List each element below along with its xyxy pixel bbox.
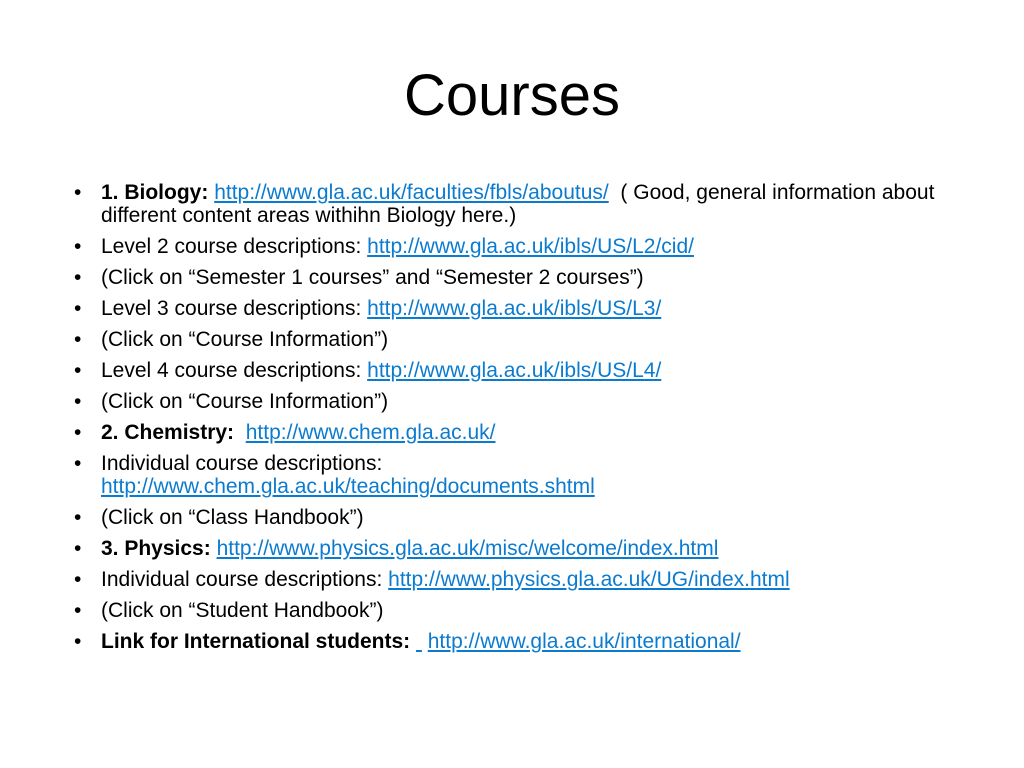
bullet-icon: • xyxy=(74,328,82,351)
international-spacer-link[interactable] xyxy=(416,630,422,653)
level4-link[interactable]: http://www.gla.ac.uk/ibls/US/L4/ xyxy=(367,359,662,382)
bullet-icon: • xyxy=(74,568,82,591)
physics-link[interactable]: http://www.physics.gla.ac.uk/misc/welcome/index.html xyxy=(216,537,719,560)
level2-text: Level 2 course descriptions: xyxy=(101,235,368,258)
list-item-physics-courses xyxy=(74,568,954,591)
list-item-biology xyxy=(74,181,954,227)
level3-text: Level 3 course descriptions: xyxy=(101,297,368,320)
course-list xyxy=(74,181,954,661)
chemistry-courses-link[interactable]: http://www.chem.gla.ac.uk/teaching/documents.shtml xyxy=(101,475,595,498)
bullet-icon: • xyxy=(74,421,82,444)
physics-label: 3. Physics: xyxy=(101,537,211,560)
international-link[interactable]: http://www.gla.ac.uk/international/ xyxy=(427,630,741,653)
biology-link[interactable]: http://www.gla.ac.uk/faculties/fbls/aboutus/ xyxy=(214,181,609,204)
list-item-chemistry xyxy=(74,421,954,444)
physics-instruction-text: (Click on “Student Handbook”) xyxy=(101,599,384,622)
physics-courses-link[interactable]: http://www.physics.gla.ac.uk/UG/index.html xyxy=(388,568,790,591)
bullet-icon: • xyxy=(74,235,82,258)
list-item-level2 xyxy=(74,235,954,258)
bullet-icon: • xyxy=(74,599,82,622)
bullet-icon: • xyxy=(74,537,82,560)
bullet-icon: • xyxy=(74,359,82,382)
list-item-level4-instruction xyxy=(74,390,954,413)
bullet-icon: • xyxy=(74,266,82,289)
list-item-chemistry-courses xyxy=(74,452,954,498)
level2-instruction-text: (Click on “Semester 1 courses” and “Semester 2 courses”) xyxy=(101,266,644,289)
list-item-level2-instruction xyxy=(74,266,954,289)
list-item-physics xyxy=(74,537,954,560)
list-item-physics-instruction xyxy=(74,599,954,622)
bullet-icon: • xyxy=(74,506,82,529)
level3-instruction-text: (Click on “Course Information”) xyxy=(101,328,389,351)
bullet-icon: • xyxy=(74,390,82,413)
list-item-level3 xyxy=(74,297,954,320)
list-item-chemistry-instruction xyxy=(74,506,954,529)
bullet-icon: • xyxy=(74,181,82,204)
bullet-icon: • xyxy=(74,297,82,320)
biology-label: 1. Biology: xyxy=(101,181,209,204)
list-item-level3-instruction xyxy=(74,328,954,351)
bullet-icon: • xyxy=(74,452,82,475)
level4-instruction-text: (Click on “Course Information”) xyxy=(101,390,389,413)
bullet-icon: • xyxy=(74,630,82,653)
chemistry-link[interactable]: http://www.chem.gla.ac.uk/ xyxy=(245,421,496,444)
list-item-international xyxy=(74,630,954,653)
physics-courses-text: Individual course descriptions: xyxy=(101,568,389,591)
biology-note: ( Good, general information about different content areas withihn Biology here.) xyxy=(101,181,947,227)
chemistry-label: 2. Chemistry: xyxy=(101,421,240,444)
chemistry-instruction-text: (Click on “Class Handbook”) xyxy=(101,506,364,529)
level4-text: Level 4 course descriptions: xyxy=(101,359,368,382)
international-label: Link for International students: xyxy=(101,630,411,653)
list-item-level4 xyxy=(74,359,954,382)
level2-link[interactable]: http://www.gla.ac.uk/ibls/US/L2/cid/ xyxy=(367,235,694,258)
chemistry-courses-text: Individual course descriptions: xyxy=(101,452,383,475)
slide-title: Courses xyxy=(404,63,620,128)
level3-link[interactable]: http://www.gla.ac.uk/ibls/US/L3/ xyxy=(367,297,662,320)
